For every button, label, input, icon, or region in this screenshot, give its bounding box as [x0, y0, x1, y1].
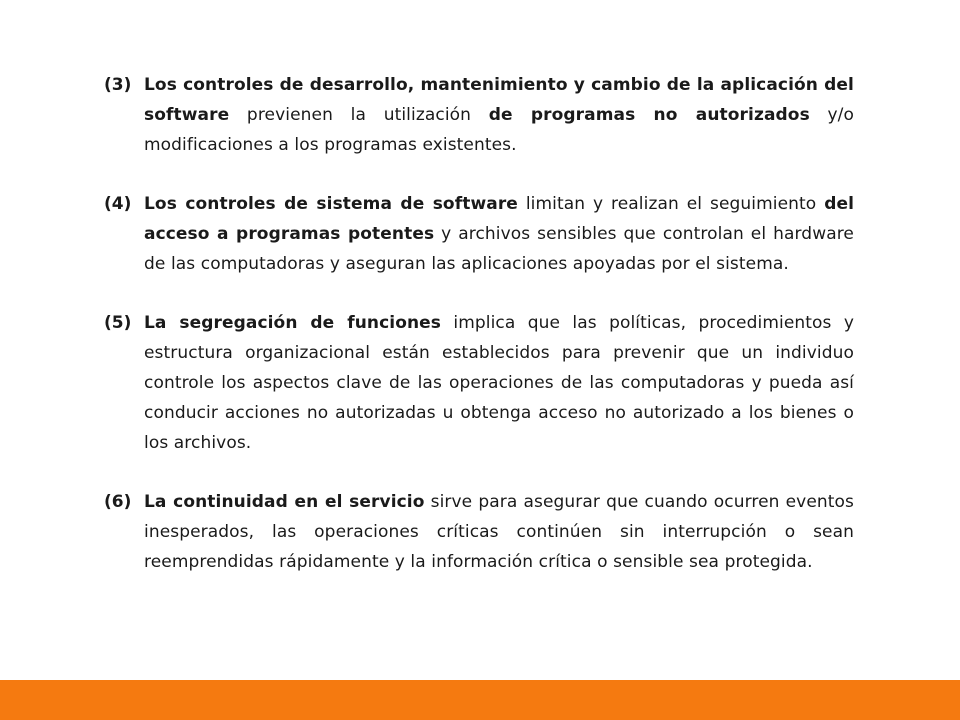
bold-text: Los controles de desarrollo, mantenimiento y cambio de la aplicación del software [144, 75, 854, 125]
plain-text: limitan y realizan el seguimiento [517, 194, 825, 214]
item-number: (4) [104, 194, 132, 214]
item-text [144, 189, 854, 279]
item-number: (3) [104, 75, 132, 95]
item-number: (5) [104, 313, 132, 333]
bold-text: La continuidad en el servicio [144, 492, 425, 512]
item-number: (6) [104, 492, 132, 512]
numbered-list [104, 70, 854, 606]
bold-text: de programas no autorizados [488, 105, 810, 125]
list-item-3 [104, 70, 854, 160]
plain-text: previenen la utilización [229, 105, 489, 125]
footer-bar [0, 680, 960, 720]
item-text [144, 70, 854, 160]
list-item-6 [104, 487, 854, 577]
bold-text: La segregación de funciones [144, 313, 442, 333]
bold-text: del acceso a programas potentes [144, 194, 855, 244]
plain-text: sirve para asegurar que cuando ocurren eventos inesperados, las operaciones críticas continúen sin interrupción o sean reemprendidas rápidamente y la información crítica o sensible sea protegida. [144, 492, 855, 572]
plain-text: implica que las políticas, procedimientos y estructura organizacional están establecidos para prevenir que un individuo controle los aspectos clave de las operaciones de las computadoras y pueda así conducir acciones no autorizadas u obtenga acceso no autorizado a los bienes o los archivos. [144, 313, 854, 453]
list-item-4 [104, 189, 854, 279]
plain-text: y archivos sensibles que controlan el hardware de las computadoras y aseguran las aplicaciones apoyadas por el sistema. [144, 224, 854, 274]
item-text [144, 487, 854, 577]
bold-text: Los controles de sistema de software [144, 194, 518, 214]
list-item-5 [104, 308, 854, 458]
item-text [144, 308, 854, 458]
plain-text: y/o modificaciones a los programas existentes. [144, 105, 855, 155]
